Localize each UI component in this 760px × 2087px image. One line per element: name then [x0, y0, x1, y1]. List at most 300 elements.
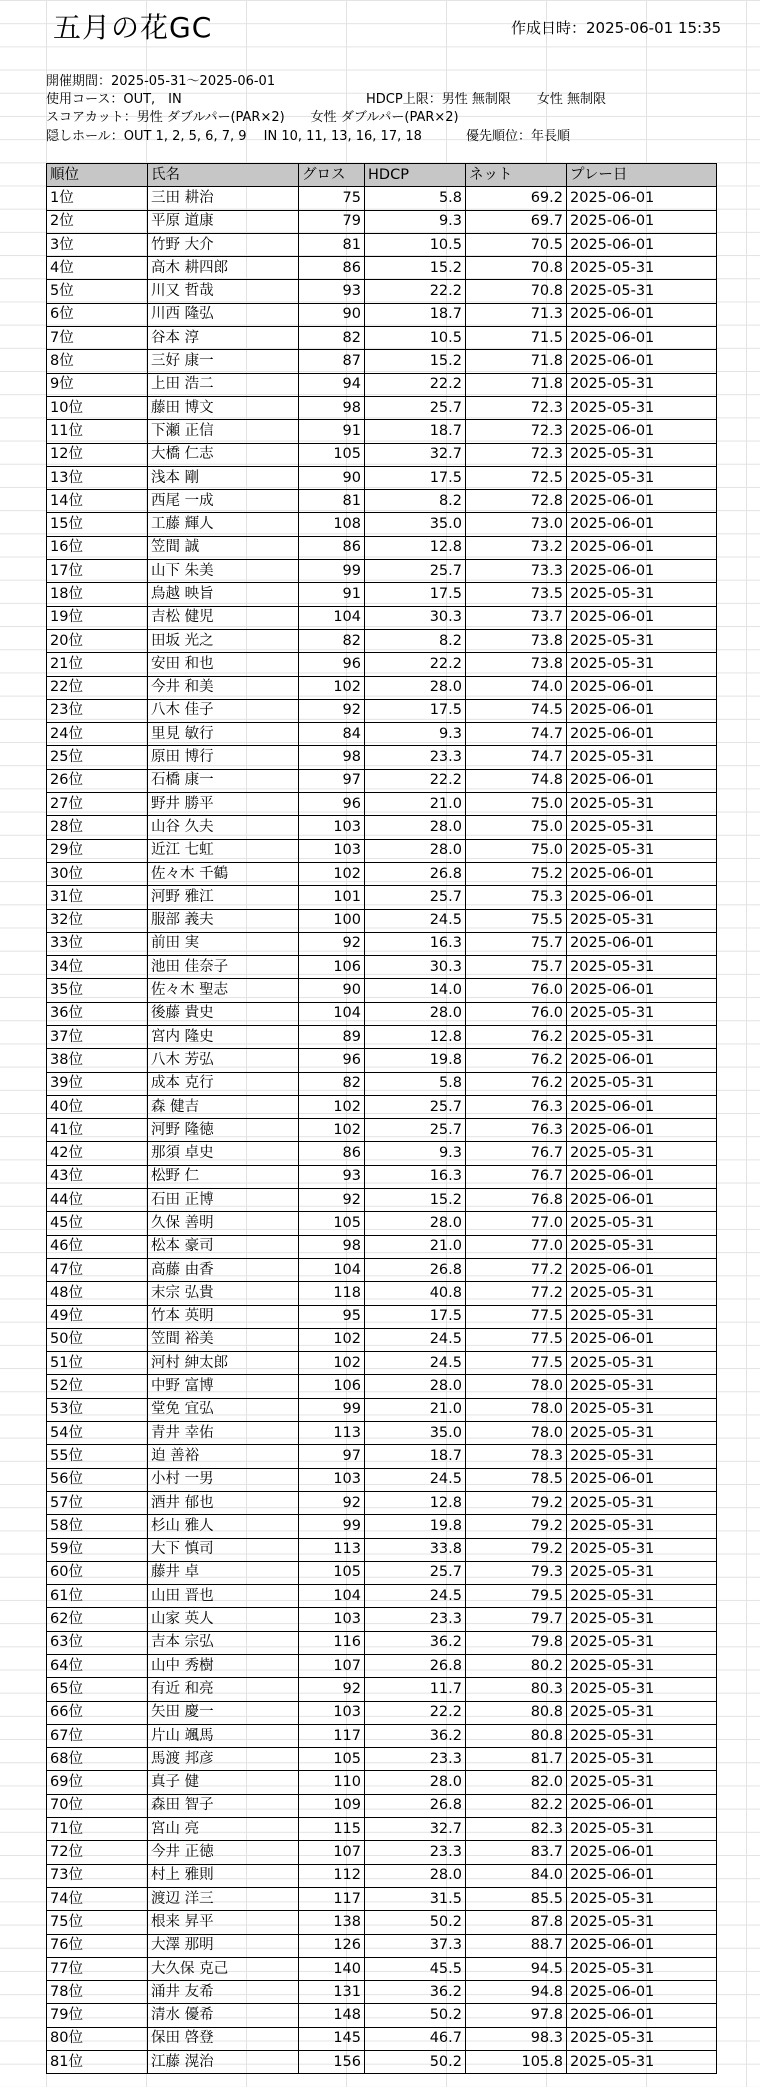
hdcp-cell: 50.2: [365, 2004, 466, 2027]
gross-cell: 107: [299, 1841, 365, 1864]
gross-cell: 117: [299, 1724, 365, 1747]
name-cell: 大橋 仁志: [148, 443, 299, 466]
gross-cell: 98: [299, 1235, 365, 1258]
rank-cell: 23位: [47, 699, 148, 722]
table-row: [47, 327, 717, 350]
gross-cell: 104: [299, 1258, 365, 1281]
play-date-cell: 2025-05-31: [567, 653, 717, 676]
net-cell: 78.0: [466, 1422, 567, 1445]
table-row: [47, 1981, 717, 2004]
hdcp-cell: 22.2: [365, 653, 466, 676]
rank-cell: 53位: [47, 1398, 148, 1421]
rank-cell: 19位: [47, 606, 148, 629]
table-row: [47, 723, 717, 746]
table-row: [47, 1142, 717, 1165]
hdcp-cell: 30.3: [365, 956, 466, 979]
net-cell: 88.7: [466, 1934, 567, 1957]
rank-cell: 80位: [47, 2027, 148, 2050]
table-row: [47, 536, 717, 559]
net-cell: 76.7: [466, 1165, 567, 1188]
name-cell: 平原 道康: [148, 210, 299, 233]
rank-cell: 52位: [47, 1375, 148, 1398]
table-row: [47, 1049, 717, 1072]
play-date-cell: 2025-05-31: [567, 746, 717, 769]
hdcp-cell: 36.2: [365, 1631, 466, 1654]
rank-cell: 64位: [47, 1655, 148, 1678]
header-gross: グロス: [299, 164, 365, 187]
table-row: [47, 886, 717, 909]
rank-cell: 51位: [47, 1352, 148, 1375]
name-cell: 森 健吉: [148, 1095, 299, 1118]
hdcp-cell: 22.2: [365, 1701, 466, 1724]
play-date-cell: 2025-05-31: [567, 2027, 717, 2050]
name-cell: 久保 善明: [148, 1212, 299, 1235]
gross-cell: 156: [299, 2051, 365, 2074]
ranking-table: [46, 163, 717, 2074]
name-cell: 笠間 裕美: [148, 1328, 299, 1351]
gross-cell: 92: [299, 932, 365, 955]
hdcp-cell: 22.2: [365, 373, 466, 396]
rank-cell: 75位: [47, 1911, 148, 1934]
play-date-cell: 2025-06-01: [567, 1981, 717, 2004]
net-cell: 80.8: [466, 1701, 567, 1724]
info-hidden-holes: 隠しホール：OUT 1, 2, 5, 6, 7, 9 IN 10, 11, 13, 16, 17, 18: [46, 129, 422, 144]
gross-cell: 138: [299, 1911, 365, 1934]
rank-cell: 15位: [47, 513, 148, 536]
table-row: [47, 1538, 717, 1561]
gross-cell: 102: [299, 862, 365, 885]
table-row: [47, 443, 717, 466]
hdcp-cell: 28.0: [365, 816, 466, 839]
rank-cell: 26位: [47, 769, 148, 792]
name-cell: 八木 芳弘: [148, 1049, 299, 1072]
play-date-cell: 2025-06-01: [567, 1049, 717, 1072]
net-cell: 73.2: [466, 536, 567, 559]
rank-cell: 81位: [47, 2051, 148, 2074]
name-cell: 保田 啓登: [148, 2027, 299, 2050]
net-cell: 82.0: [466, 1771, 567, 1794]
gross-cell: 97: [299, 1445, 365, 1468]
hdcp-cell: 35.0: [365, 1422, 466, 1445]
net-cell: 76.7: [466, 1142, 567, 1165]
play-date-cell: 2025-06-01: [567, 862, 717, 885]
table-row: [47, 1025, 717, 1048]
hdcp-cell: 17.5: [365, 466, 466, 489]
play-date-cell: 2025-05-31: [567, 629, 717, 652]
net-cell: 72.5: [466, 466, 567, 489]
hdcp-cell: 36.2: [365, 1981, 466, 2004]
gross-cell: 86: [299, 257, 365, 280]
name-cell: 藤田 博文: [148, 396, 299, 419]
rank-cell: 3位: [47, 233, 148, 256]
net-cell: 79.2: [466, 1538, 567, 1561]
table-row: [47, 1119, 717, 1142]
page-title: 五月の花GC: [53, 11, 213, 44]
name-cell: 浅本 剛: [148, 466, 299, 489]
play-date-cell: 2025-06-01: [567, 1119, 717, 1142]
name-cell: 前田 実: [148, 932, 299, 955]
hdcp-cell: 26.8: [365, 1794, 466, 1817]
rank-cell: 5位: [47, 280, 148, 303]
rank-cell: 71位: [47, 1818, 148, 1841]
gross-cell: 105: [299, 443, 365, 466]
hdcp-cell: 28.0: [365, 839, 466, 862]
play-date-cell: 2025-05-31: [567, 1887, 717, 1910]
name-cell: 河野 隆徳: [148, 1119, 299, 1142]
gross-cell: 96: [299, 1049, 365, 1072]
name-cell: 成本 克行: [148, 1072, 299, 1095]
rank-cell: 42位: [47, 1142, 148, 1165]
gross-cell: 99: [299, 1398, 365, 1421]
rank-cell: 2位: [47, 210, 148, 233]
gross-cell: 87: [299, 350, 365, 373]
gross-cell: 103: [299, 1608, 365, 1631]
gross-cell: 81: [299, 233, 365, 256]
table-row: [47, 909, 717, 932]
hdcp-cell: 18.7: [365, 303, 466, 326]
hdcp-cell: 46.7: [365, 2027, 466, 2050]
play-date-cell: 2025-06-01: [567, 1934, 717, 1957]
rank-cell: 13位: [47, 466, 148, 489]
header-hdcp: HDCP: [365, 164, 466, 187]
hdcp-cell: 30.3: [365, 606, 466, 629]
net-cell: 76.3: [466, 1119, 567, 1142]
table-row: [47, 1095, 717, 1118]
info-course: 使用コース：OUT, IN: [46, 92, 182, 107]
table-row: [47, 932, 717, 955]
name-cell: 笠間 誠: [148, 536, 299, 559]
hdcp-cell: 17.5: [365, 583, 466, 606]
name-cell: 服部 義夫: [148, 909, 299, 932]
net-cell: 98.3: [466, 2027, 567, 2050]
table-row: [47, 1515, 717, 1538]
net-cell: 76.8: [466, 1189, 567, 1212]
rank-cell: 69位: [47, 1771, 148, 1794]
net-cell: 74.8: [466, 769, 567, 792]
net-cell: 77.5: [466, 1305, 567, 1328]
net-cell: 76.2: [466, 1049, 567, 1072]
net-cell: 75.7: [466, 956, 567, 979]
rank-cell: 21位: [47, 653, 148, 676]
net-cell: 79.2: [466, 1515, 567, 1538]
hdcp-cell: 15.2: [365, 257, 466, 280]
play-date-cell: 2025-06-01: [567, 769, 717, 792]
net-cell: 71.8: [466, 373, 567, 396]
rank-cell: 31位: [47, 886, 148, 909]
net-cell: 71.8: [466, 350, 567, 373]
table-row: [47, 2027, 717, 2050]
net-cell: 77.0: [466, 1235, 567, 1258]
name-cell: 中野 富博: [148, 1375, 299, 1398]
rank-cell: 72位: [47, 1841, 148, 1864]
gross-cell: 93: [299, 280, 365, 303]
rank-cell: 65位: [47, 1678, 148, 1701]
name-cell: 池田 佳奈子: [148, 956, 299, 979]
hdcp-cell: 23.3: [365, 1841, 466, 1864]
play-date-cell: 2025-05-31: [567, 1002, 717, 1025]
gross-cell: 148: [299, 2004, 365, 2027]
table-row: [47, 606, 717, 629]
table-row: [47, 210, 717, 233]
table-row: [47, 490, 717, 513]
play-date-cell: 2025-05-31: [567, 1025, 717, 1048]
play-date-cell: 2025-05-31: [567, 1748, 717, 1771]
play-date-cell: 2025-05-31: [567, 1235, 717, 1258]
hdcp-cell: 37.3: [365, 1934, 466, 1957]
play-date-cell: 2025-06-01: [567, 606, 717, 629]
table-row: [47, 466, 717, 489]
gross-cell: 106: [299, 956, 365, 979]
name-cell: 清水 優希: [148, 2004, 299, 2027]
table-row: [47, 1468, 717, 1491]
net-cell: 74.7: [466, 723, 567, 746]
gross-cell: 96: [299, 653, 365, 676]
rank-cell: 10位: [47, 396, 148, 419]
gross-cell: 105: [299, 1748, 365, 1771]
play-date-cell: 2025-06-01: [567, 1095, 717, 1118]
hdcp-cell: 16.3: [365, 1165, 466, 1188]
hdcp-cell: 22.2: [365, 769, 466, 792]
name-cell: 小村 一男: [148, 1468, 299, 1491]
net-cell: 77.5: [466, 1328, 567, 1351]
table-row: [47, 1002, 717, 1025]
table-row: [47, 1445, 717, 1468]
table-row: [47, 1328, 717, 1351]
gross-cell: 97: [299, 769, 365, 792]
name-cell: 根来 昇平: [148, 1911, 299, 1934]
hdcp-cell: 25.7: [365, 1119, 466, 1142]
hdcp-cell: 22.2: [365, 280, 466, 303]
gross-cell: 113: [299, 1538, 365, 1561]
gross-cell: 104: [299, 606, 365, 629]
net-cell: 75.0: [466, 793, 567, 816]
play-date-cell: 2025-05-31: [567, 1538, 717, 1561]
name-cell: 森田 智子: [148, 1794, 299, 1817]
rank-cell: 79位: [47, 2004, 148, 2027]
name-cell: 安田 和也: [148, 653, 299, 676]
rank-cell: 56位: [47, 1468, 148, 1491]
name-cell: 工藤 輝人: [148, 513, 299, 536]
rank-cell: 11位: [47, 420, 148, 443]
hdcp-cell: 19.8: [365, 1515, 466, 1538]
name-cell: 山中 秀樹: [148, 1655, 299, 1678]
play-date-cell: 2025-06-01: [567, 1841, 717, 1864]
table-row: [47, 629, 717, 652]
play-date-cell: 2025-05-31: [567, 1678, 717, 1701]
table-row: [47, 1561, 717, 1584]
rank-cell: 18位: [47, 583, 148, 606]
play-date-cell: 2025-06-01: [567, 1189, 717, 1212]
net-cell: 80.8: [466, 1724, 567, 1747]
name-cell: 松野 仁: [148, 1165, 299, 1188]
gross-cell: 84: [299, 723, 365, 746]
table-row: [47, 653, 717, 676]
rank-cell: 6位: [47, 303, 148, 326]
net-cell: 73.8: [466, 629, 567, 652]
net-cell: 85.5: [466, 1887, 567, 1910]
net-cell: 75.5: [466, 909, 567, 932]
play-date-cell: 2025-06-01: [567, 490, 717, 513]
table-row: [47, 1771, 717, 1794]
rank-cell: 35位: [47, 979, 148, 1002]
gross-cell: 98: [299, 396, 365, 419]
hdcp-cell: 18.7: [365, 420, 466, 443]
hdcp-cell: 28.0: [365, 1375, 466, 1398]
table-row: [47, 1631, 717, 1654]
hdcp-cell: 35.0: [365, 513, 466, 536]
created-datetime: 作成日時：2025-06-01 15:35: [511, 19, 722, 37]
table-row: [47, 1678, 717, 1701]
net-cell: 75.7: [466, 932, 567, 955]
gross-cell: 91: [299, 420, 365, 443]
hdcp-cell: 14.0: [365, 979, 466, 1002]
table-row: [47, 1585, 717, 1608]
name-cell: 馬渡 邦彦: [148, 1748, 299, 1771]
table-row: [47, 1864, 717, 1887]
gross-cell: 100: [299, 909, 365, 932]
name-cell: 里見 敏行: [148, 723, 299, 746]
table-row: [47, 1655, 717, 1678]
hdcp-cell: 28.0: [365, 1864, 466, 1887]
name-cell: 有近 和亮: [148, 1678, 299, 1701]
table-row: [47, 1305, 717, 1328]
net-cell: 74.0: [466, 676, 567, 699]
rank-cell: 7位: [47, 327, 148, 350]
gross-cell: 90: [299, 303, 365, 326]
play-date-cell: 2025-05-31: [567, 373, 717, 396]
net-cell: 74.5: [466, 699, 567, 722]
info-priority: 優先順位：年長順: [466, 129, 571, 144]
play-date-cell: 2025-06-01: [567, 2004, 717, 2027]
play-date-cell: 2025-05-31: [567, 1445, 717, 1468]
net-cell: 72.3: [466, 396, 567, 419]
rank-cell: 74位: [47, 1887, 148, 1910]
hdcp-cell: 23.3: [365, 746, 466, 769]
net-cell: 77.0: [466, 1212, 567, 1235]
net-cell: 83.7: [466, 1841, 567, 1864]
hdcp-cell: 23.3: [365, 1608, 466, 1631]
table-row: [47, 560, 717, 583]
name-cell: 河村 紳太郎: [148, 1352, 299, 1375]
gross-cell: 82: [299, 1072, 365, 1095]
table-row: [47, 1258, 717, 1281]
table-row: [47, 257, 717, 280]
net-cell: 78.0: [466, 1398, 567, 1421]
table-row: [47, 420, 717, 443]
rank-cell: 76位: [47, 1934, 148, 1957]
table-row: [47, 396, 717, 419]
gross-cell: 99: [299, 560, 365, 583]
gross-cell: 113: [299, 1422, 365, 1445]
play-date-cell: 2025-05-31: [567, 1724, 717, 1747]
gross-cell: 106: [299, 1375, 365, 1398]
net-cell: 76.2: [466, 1025, 567, 1048]
net-cell: 75.3: [466, 886, 567, 909]
rank-cell: 57位: [47, 1491, 148, 1514]
gross-cell: 105: [299, 1212, 365, 1235]
rank-cell: 44位: [47, 1189, 148, 1212]
name-cell: 宮山 亮: [148, 1818, 299, 1841]
hdcp-cell: 25.7: [365, 560, 466, 583]
hdcp-cell: 26.8: [365, 862, 466, 885]
name-cell: 田坂 光之: [148, 629, 299, 652]
table-row: [47, 793, 717, 816]
play-date-cell: 2025-05-31: [567, 1142, 717, 1165]
table-row: [47, 1957, 717, 1980]
rank-cell: 47位: [47, 1258, 148, 1281]
play-date-cell: 2025-05-31: [567, 583, 717, 606]
hdcp-cell: 25.7: [365, 396, 466, 419]
hdcp-cell: 16.3: [365, 932, 466, 955]
play-date-cell: 2025-05-31: [567, 1072, 717, 1095]
gross-cell: 102: [299, 676, 365, 699]
gross-cell: 145: [299, 2027, 365, 2050]
rank-cell: 48位: [47, 1282, 148, 1305]
gross-cell: 103: [299, 1468, 365, 1491]
net-cell: 75.2: [466, 862, 567, 885]
play-date-cell: 2025-05-31: [567, 1585, 717, 1608]
gross-cell: 101: [299, 886, 365, 909]
name-cell: 酒井 郁也: [148, 1491, 299, 1514]
gross-cell: 92: [299, 1491, 365, 1514]
play-date-cell: 2025-06-01: [567, 327, 717, 350]
name-cell: 山谷 久夫: [148, 816, 299, 839]
name-cell: 山家 英人: [148, 1608, 299, 1631]
play-date-cell: 2025-05-31: [567, 1771, 717, 1794]
gross-cell: 92: [299, 1678, 365, 1701]
table-row: [47, 2004, 717, 2027]
rank-cell: 77位: [47, 1957, 148, 1980]
hdcp-cell: 12.8: [365, 536, 466, 559]
gross-cell: 92: [299, 699, 365, 722]
gross-cell: 103: [299, 816, 365, 839]
table-row: [47, 350, 717, 373]
table-row: [47, 1841, 717, 1864]
hdcp-cell: 17.5: [365, 699, 466, 722]
net-cell: 74.7: [466, 746, 567, 769]
gross-cell: 140: [299, 1957, 365, 1980]
name-cell: 宮内 隆史: [148, 1025, 299, 1048]
name-cell: 西尾 一成: [148, 490, 299, 513]
net-cell: 76.0: [466, 979, 567, 1002]
name-cell: 野井 勝平: [148, 793, 299, 816]
table-row: [47, 1491, 717, 1514]
play-date-cell: 2025-06-01: [567, 1864, 717, 1887]
net-cell: 72.8: [466, 490, 567, 513]
hdcp-cell: 19.8: [365, 1049, 466, 1072]
play-date-cell: 2025-05-31: [567, 1212, 717, 1235]
rank-cell: 50位: [47, 1328, 148, 1351]
net-cell: 77.5: [466, 1352, 567, 1375]
net-cell: 84.0: [466, 1864, 567, 1887]
table-row: [47, 746, 717, 769]
name-cell: 八木 佳子: [148, 699, 299, 722]
play-date-cell: 2025-05-31: [567, 1957, 717, 1980]
play-date-cell: 2025-06-01: [567, 560, 717, 583]
name-cell: 下瀬 正信: [148, 420, 299, 443]
play-date-cell: 2025-06-01: [567, 233, 717, 256]
table-row: [47, 1072, 717, 1095]
net-cell: 78.0: [466, 1375, 567, 1398]
rank-cell: 55位: [47, 1445, 148, 1468]
hdcp-cell: 9.3: [365, 210, 466, 233]
table-row: [47, 769, 717, 792]
net-cell: 76.2: [466, 1072, 567, 1095]
gross-cell: 82: [299, 629, 365, 652]
hdcp-cell: 24.5: [365, 909, 466, 932]
play-date-cell: 2025-05-31: [567, 1608, 717, 1631]
gross-cell: 81: [299, 490, 365, 513]
